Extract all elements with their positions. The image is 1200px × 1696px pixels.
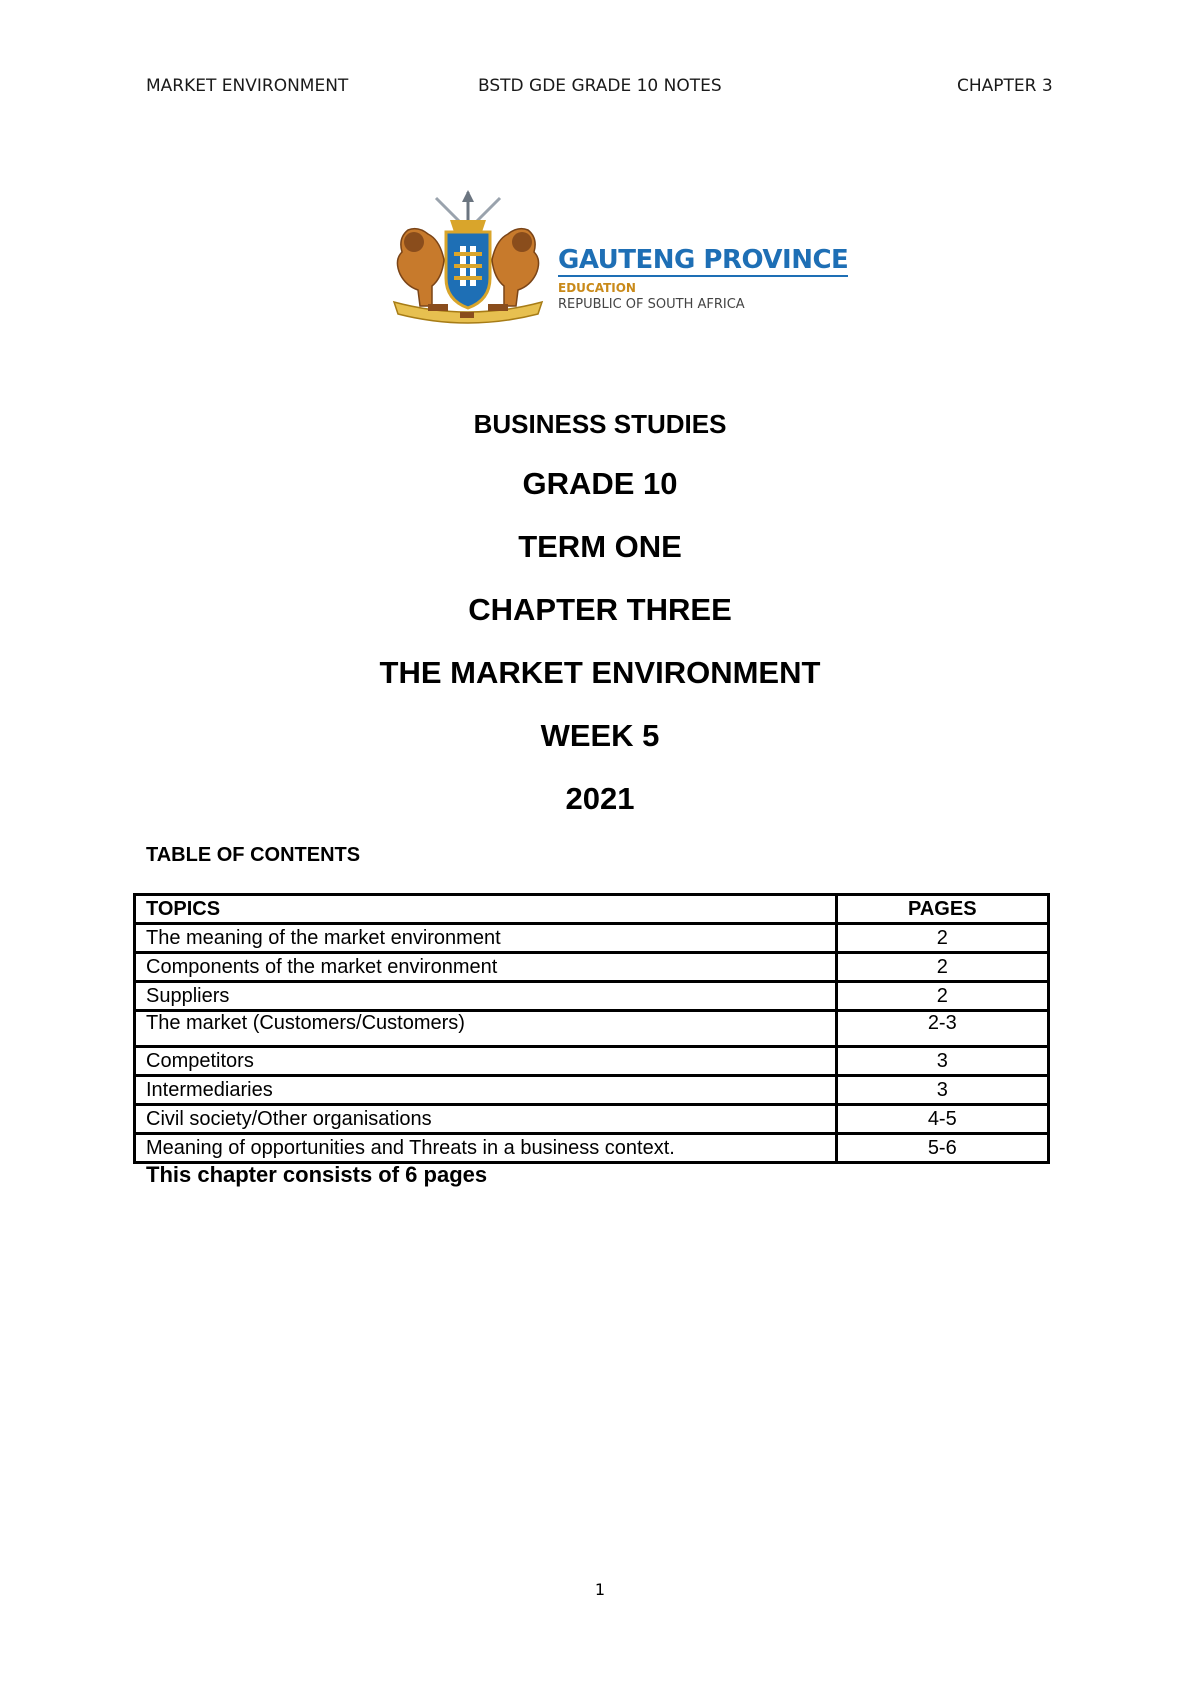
gauteng-logo: [388, 190, 849, 330]
toc-pages: 2-3: [836, 1011, 1048, 1047]
toc-column-topics: TOPICS: [135, 895, 837, 924]
logo-department: EDUCATION: [558, 281, 636, 295]
toc-row: [135, 924, 1049, 953]
header-center: BSTD GDE GRADE 10 NOTES: [478, 76, 722, 96]
header-right: CHAPTER 3: [957, 76, 1053, 96]
toc-pages: 3: [836, 1047, 1048, 1076]
week-title: WEEK 5: [540, 718, 660, 753]
toc-header-row: [135, 895, 1049, 924]
toc-row: [135, 1076, 1049, 1105]
toc-topic: Suppliers: [135, 982, 837, 1011]
chapter-length-note: This chapter consists of 6 pages: [146, 1162, 488, 1187]
toc-topic: The meaning of the market environment: [135, 924, 837, 953]
header-left: MARKET ENVIRONMENT: [146, 76, 349, 96]
toc-row: [135, 1134, 1049, 1163]
toc-row: [135, 1105, 1049, 1134]
toc-topic: Meaning of opportunities and Threats in a business context.: [135, 1134, 837, 1163]
logo-text: [558, 246, 848, 312]
toc-table: [133, 893, 1050, 1164]
toc-heading: TABLE OF CONTENTS: [146, 844, 361, 866]
coat-of-arms-icon: [388, 190, 548, 330]
toc-topic: Components of the market environment: [135, 953, 837, 982]
toc-pages: 2: [836, 953, 1048, 982]
page-number: 1: [594, 1580, 606, 1599]
grade-title: GRADE 10: [522, 466, 678, 501]
logo-province: GAUTENG PROVINCE: [558, 245, 849, 275]
toc-topic: Civil society/Other organisations: [135, 1105, 837, 1134]
toc-topic: Competitors: [135, 1047, 837, 1076]
term-title: TERM ONE: [518, 529, 682, 564]
topic-title: THE MARKET ENVIRONMENT: [379, 655, 821, 690]
toc-topic: Intermediaries: [135, 1076, 837, 1105]
year-title: 2021: [565, 781, 635, 816]
chapter-title: CHAPTER THREE: [468, 592, 732, 627]
subject-title: BUSINESS STUDIES: [473, 409, 727, 439]
toc-row: [135, 982, 1049, 1011]
toc-topic: The market (Customers/Customers): [135, 1011, 837, 1047]
toc-pages: 2: [836, 982, 1048, 1011]
toc-row: [135, 1011, 1049, 1047]
toc-row: [135, 953, 1049, 982]
toc-pages: 2: [836, 924, 1048, 953]
toc-pages: 3: [836, 1076, 1048, 1105]
toc-row: [135, 1047, 1049, 1076]
toc-pages: 5-6: [836, 1134, 1048, 1163]
logo-country: REPUBLIC OF SOUTH AFRICA: [558, 297, 745, 312]
toc-column-pages: PAGES: [836, 895, 1048, 924]
toc-pages: 4-5: [836, 1105, 1048, 1134]
